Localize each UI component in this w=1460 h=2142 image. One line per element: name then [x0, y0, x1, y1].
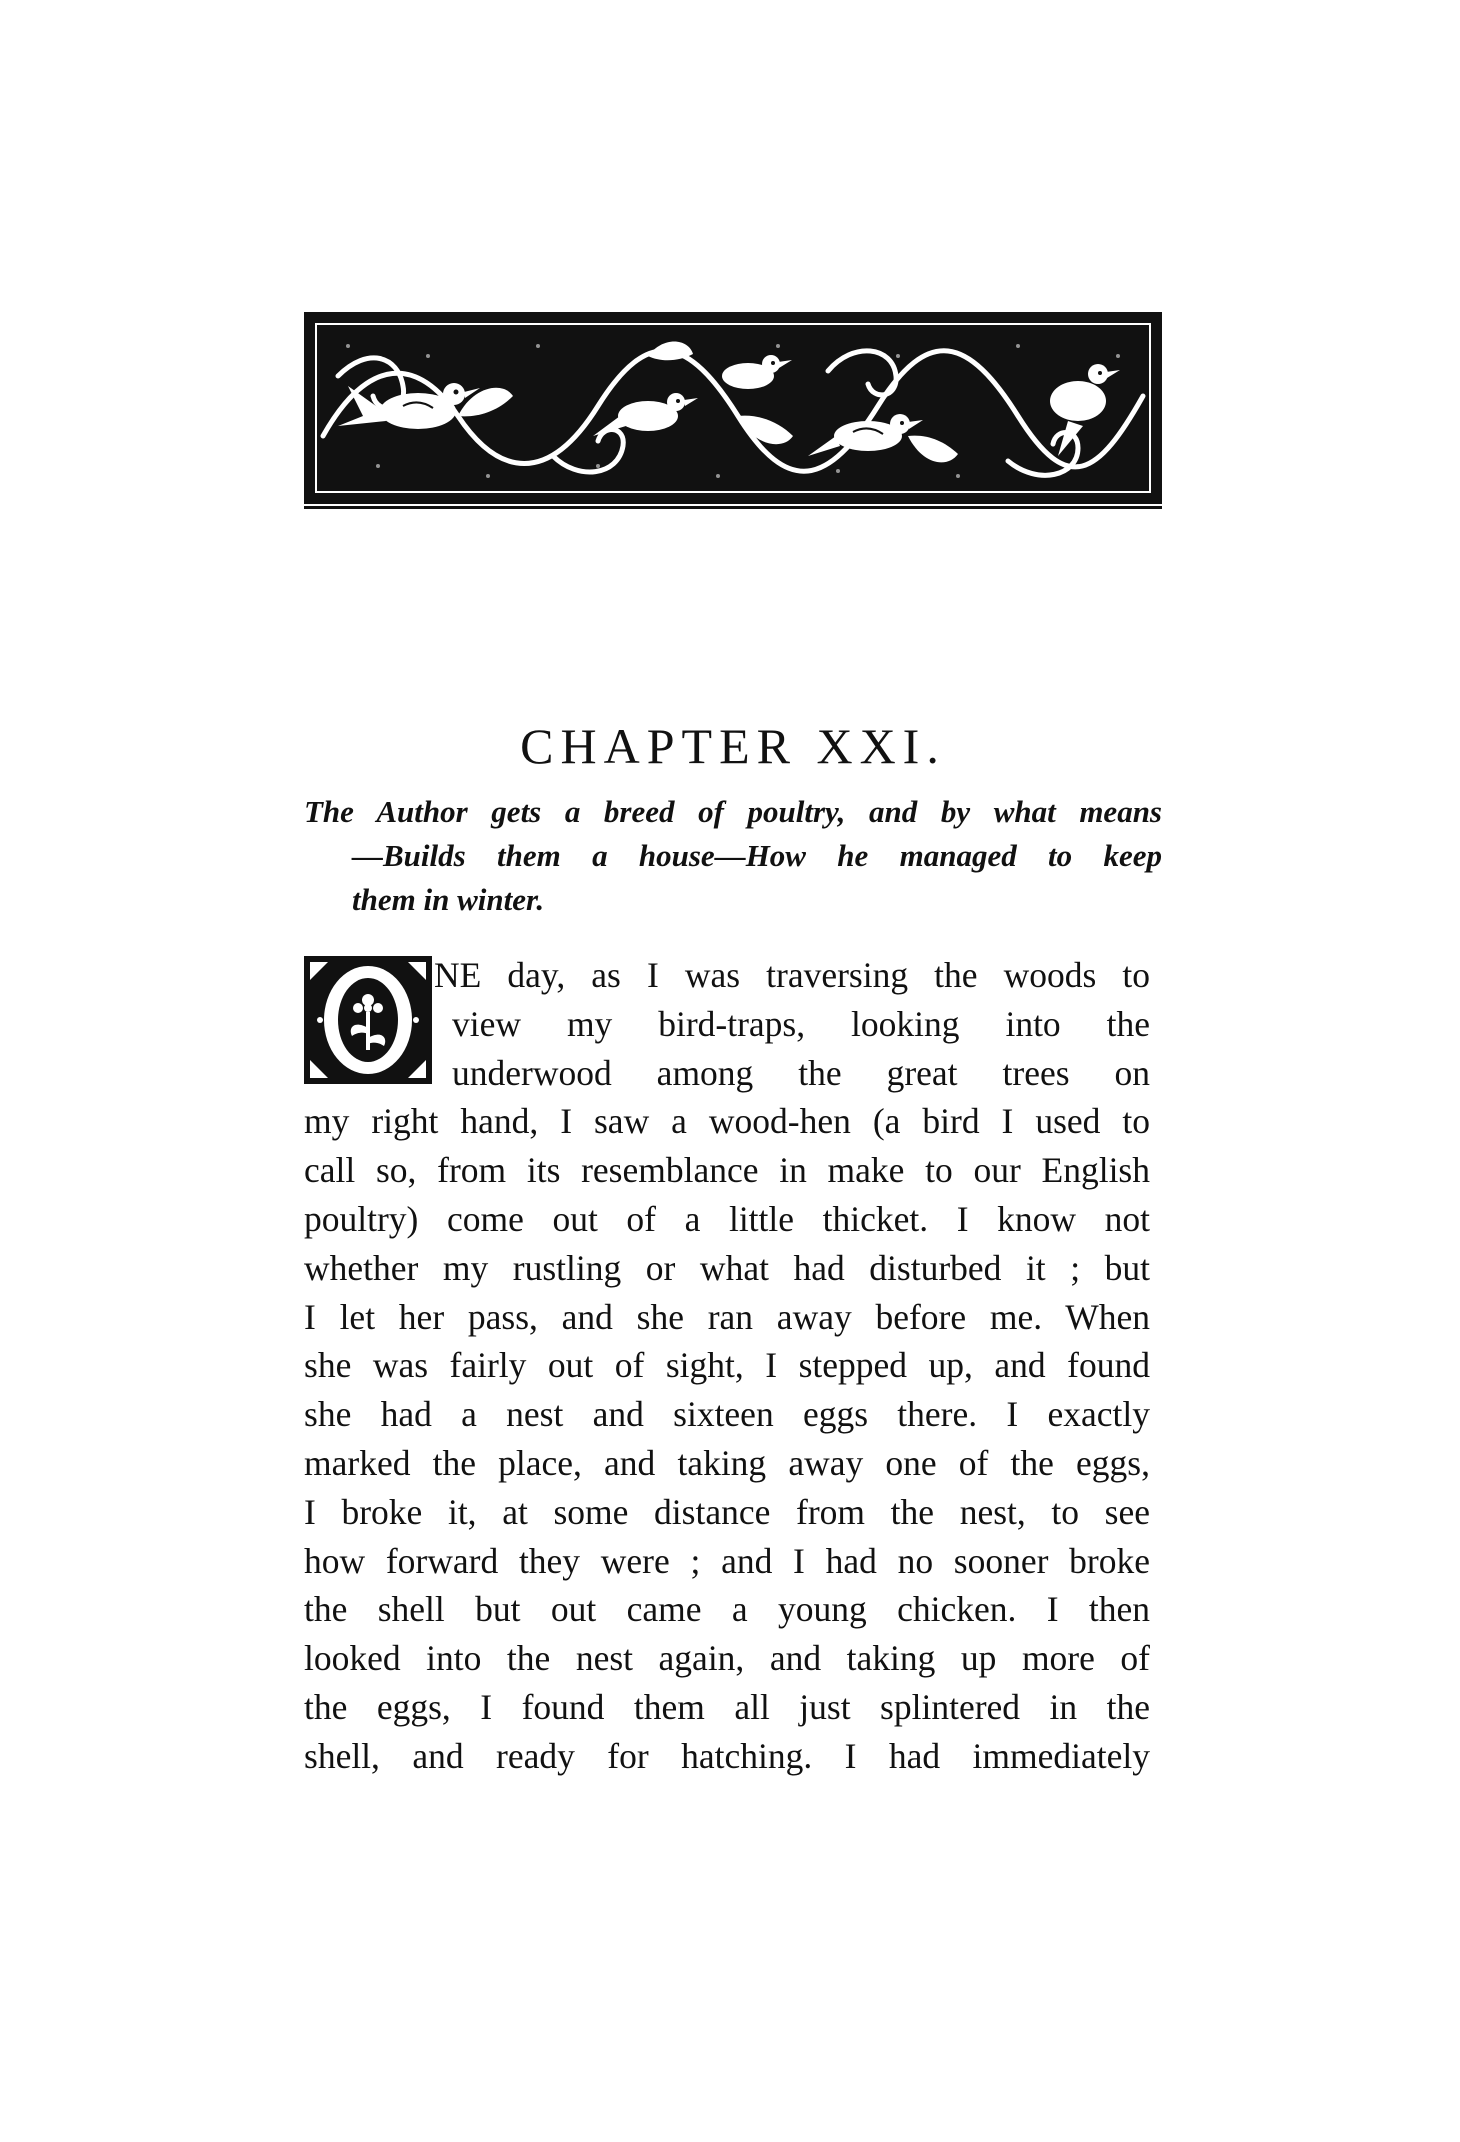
text-line: how forward they were ; and I had no sooner broke — [304, 1540, 1150, 1581]
headpiece-ornament-icon — [308, 316, 1158, 500]
chapter-body-text — [304, 951, 1150, 1781]
text-line: shell, and ready for hatching. I had immediately — [304, 1735, 1150, 1776]
text-line: view my bird-traps, looking into the — [452, 1003, 1150, 1044]
text-line: call so, from its resemblance in make to our English — [304, 1150, 1150, 1191]
text-line: the shell but out came a young chicken. I then — [304, 1589, 1150, 1630]
ornamental-headpiece — [304, 312, 1162, 504]
text-line: the eggs, I found them all just splintered in the — [304, 1686, 1150, 1727]
text-line: poultry) come out of a little thicket. I know not — [304, 1198, 1150, 1239]
text-line: marked the place, and taking away one of the eggs, — [304, 1442, 1150, 1483]
text-line: underwood among the great trees on — [452, 1052, 1150, 1093]
text-line: I broke it, at some distance from the nest, to see — [304, 1491, 1150, 1532]
text-line: my right hand, I saw a wood-hen (a bird I used to — [304, 1101, 1150, 1142]
text-line: NE day, as I was traversing the woods to — [434, 955, 1150, 995]
synopsis-line: —Builds them a house—How he managed to keep — [352, 838, 1162, 873]
text-line: looked into the nest again, and taking up more of — [304, 1638, 1150, 1679]
text-line: whether my rustling or what had disturbed it ; but — [304, 1247, 1150, 1288]
chapter-title: CHAPTER XXI. — [520, 718, 946, 774]
chapter-synopsis — [304, 790, 1162, 922]
text-line: I let her pass, and she ran away before me. When — [304, 1296, 1150, 1337]
text-line: she was fairly out of sight, I stepped up, and found — [304, 1345, 1150, 1386]
headpiece-bottom-rule — [304, 506, 1162, 509]
synopsis-line: The Author gets a breed of poultry, and by what means — [304, 794, 1162, 829]
text-line: she had a nest and sixteen eggs there. I exactly — [304, 1394, 1150, 1435]
synopsis-line: them in winter. — [352, 882, 545, 917]
